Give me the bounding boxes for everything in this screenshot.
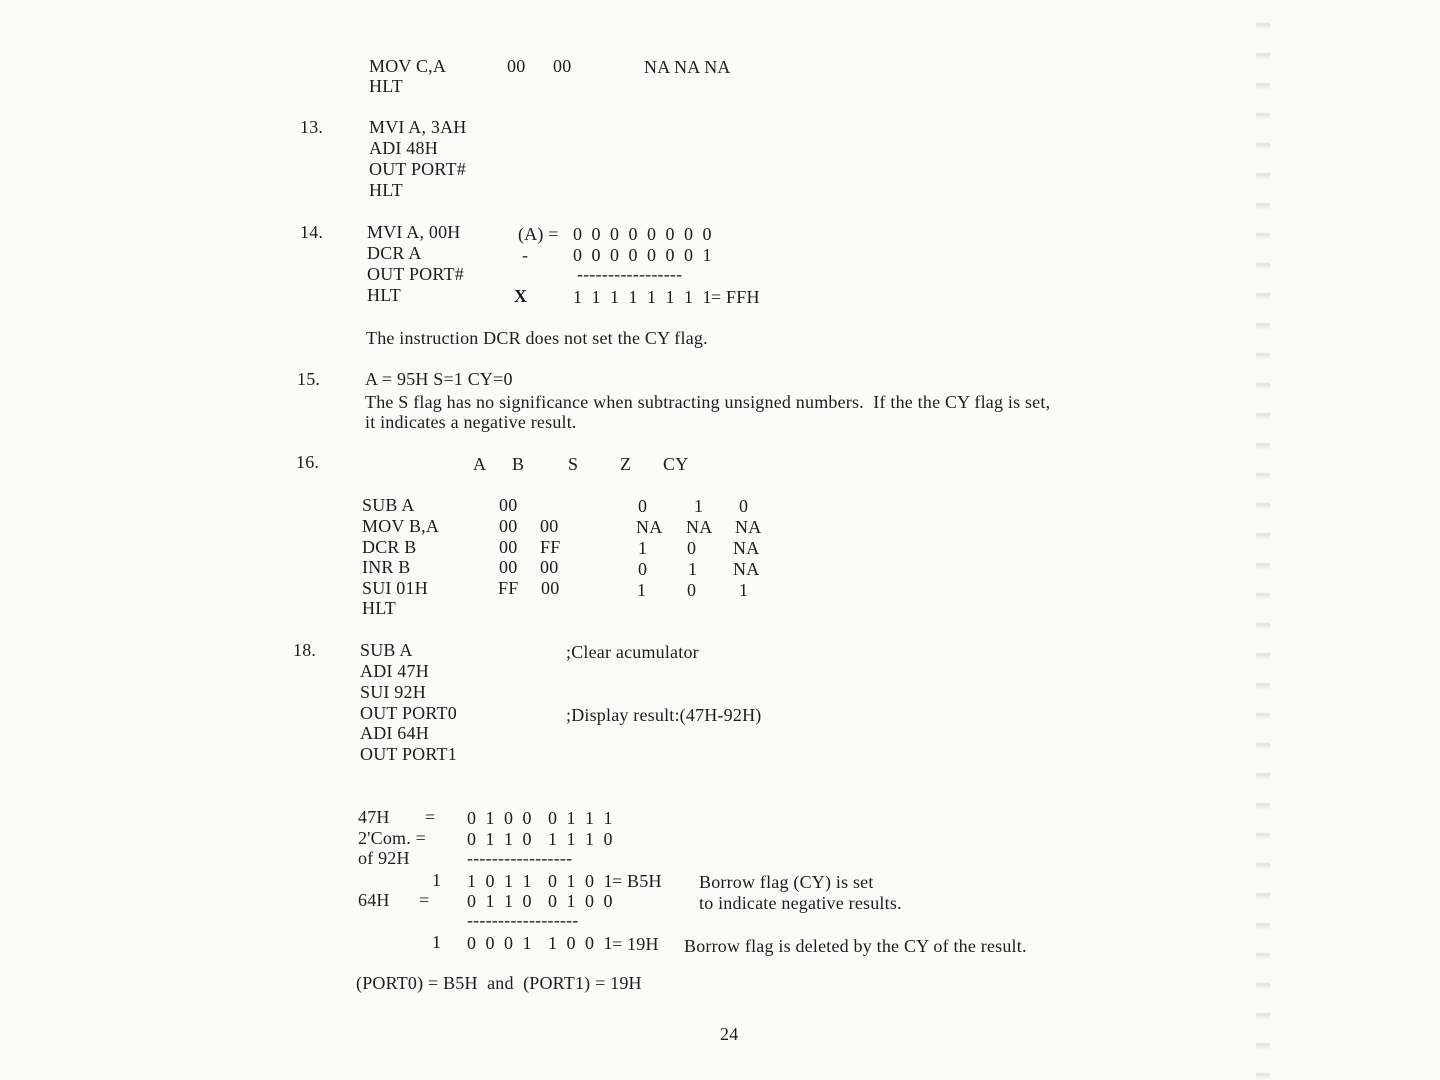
top-line1-a: 00 — [507, 56, 526, 76]
p14-line: DCR A — [367, 243, 422, 263]
p14-calc-result: = FFH — [711, 287, 760, 307]
p14-calc-rule: ----------------- — [577, 264, 683, 284]
p13-line: OUT PORT# — [369, 159, 466, 179]
table-cell-s: 0 — [638, 496, 648, 516]
p14-note: The instruction DCR does not set the CY flag. — [366, 328, 708, 348]
page-number: 24 — [720, 1024, 739, 1044]
calc-label: 47H — [358, 807, 390, 827]
table-row-instr: SUI 01H — [362, 578, 428, 598]
p18-line: ADI 47H — [360, 661, 429, 681]
table-row-instr: HLT — [362, 598, 396, 618]
p14-calc-label: (A) = — [518, 224, 559, 244]
table-cell-a: 00 — [499, 557, 518, 577]
table-cell-a: 00 — [499, 537, 518, 557]
table-row-instr: INR B — [362, 557, 411, 577]
p14-line: MVI A, 00H — [367, 222, 461, 242]
calc-bits: 0 1 1 0 1 1 1 0 — [467, 829, 615, 849]
p14-calc-bits: 0 0 0 0 0 0 0 0 — [573, 224, 714, 244]
problem-15-number: 15. — [297, 369, 321, 389]
calc-label: of 92H — [358, 848, 410, 868]
calc-rule: ----------------- — [467, 848, 573, 868]
calc-carry: 1 — [432, 932, 442, 952]
p16-header-a: A — [473, 454, 487, 474]
top-line1-instr: MOV C,A — [369, 56, 447, 76]
calc-result: = B5H — [612, 871, 662, 891]
p16-header-cy: CY — [663, 454, 689, 474]
p18-line: SUB A — [360, 640, 413, 660]
table-row-instr: SUB A — [362, 495, 415, 515]
table-cell-cy: NA — [733, 559, 760, 579]
p14-line: OUT PORT# — [367, 264, 464, 284]
top-line2: HLT — [369, 76, 403, 96]
calc-note: to indicate negative results. — [699, 893, 902, 913]
table-cell-a: 00 — [499, 495, 518, 515]
calc-result: = 19H — [612, 934, 659, 954]
table-cell-s: 1 — [637, 580, 647, 600]
calc-label: 2'Com. = — [358, 828, 427, 848]
calc-eq: = — [419, 890, 430, 910]
p14-calc-bits: 1 1 1 1 1 1 1 1 — [573, 287, 714, 307]
p18-summary: (PORT0) = B5H and (PORT1) = 19H — [356, 973, 642, 993]
table-cell-z: 1 — [688, 559, 698, 579]
p16-header-z: Z — [620, 454, 632, 474]
p14-line: HLT — [367, 285, 401, 305]
calc-rule: ------------------ — [467, 910, 579, 930]
table-cell-s: NA — [636, 517, 663, 537]
calc-eq: = — [425, 807, 436, 827]
table-cell-z: 0 — [687, 580, 697, 600]
p13-line: ADI 48H — [369, 138, 438, 158]
p15-line1: A = 95H S=1 CY=0 — [365, 369, 513, 389]
p13-line: HLT — [369, 180, 403, 200]
table-cell-b: FF — [540, 537, 561, 557]
p18-line: OUT PORT0 — [360, 703, 457, 723]
table-cell-cy: NA — [733, 538, 760, 558]
scan-edge-noise — [1256, 0, 1270, 1080]
table-cell-a: FF — [498, 578, 519, 598]
problem-18-number: 18. — [293, 640, 317, 660]
table-cell-cy: 0 — [739, 496, 749, 516]
p14-calc-bits: 0 0 0 0 0 0 0 1 — [573, 245, 714, 265]
p18-line: ADI 64H — [360, 723, 429, 743]
calc-note: Borrow flag (CY) is set — [699, 872, 874, 892]
p18-line: SUI 92H — [360, 682, 426, 702]
calc-bits: 1 0 1 1 0 1 0 1 — [467, 871, 615, 891]
p14-calc-mark: X — [514, 286, 528, 306]
top-line1-flags: NA NA NA — [644, 57, 731, 77]
p16-header-b: B — [512, 454, 525, 474]
table-cell-s: 0 — [638, 559, 648, 579]
top-line1-b: 00 — [553, 56, 572, 76]
table-row-instr: DCR B — [362, 537, 417, 557]
p18-comment: ;Display result:(47H-92H) — [566, 705, 762, 725]
calc-label: 64H — [358, 890, 390, 910]
table-cell-b: 00 — [540, 516, 559, 536]
p13-line: MVI A, 3AH — [369, 117, 467, 137]
p18-line: OUT PORT1 — [360, 744, 457, 764]
calc-carry: 1 — [432, 870, 442, 890]
table-cell-z: NA — [686, 517, 713, 537]
p15-line3: it indicates a negative result. — [365, 412, 577, 432]
problem-16-number: 16. — [296, 452, 320, 472]
p14-calc-op: - — [522, 245, 529, 265]
calc-bits: 0 1 0 0 0 1 1 1 — [467, 808, 615, 828]
calc-note: Borrow flag is deleted by the CY of the result. — [684, 936, 1027, 956]
p18-comment: ;Clear acumulator — [566, 642, 699, 662]
p16-header-s: S — [568, 454, 579, 474]
calc-bits: 0 1 1 0 0 1 0 0 — [467, 891, 615, 911]
table-cell-z: 0 — [687, 538, 697, 558]
table-cell-b: 00 — [541, 578, 560, 598]
calc-bits: 0 0 0 1 1 0 0 1 — [467, 933, 615, 953]
table-cell-a: 00 — [499, 516, 518, 536]
problem-13-number: 13. — [300, 117, 324, 137]
table-cell-cy: 1 — [739, 580, 749, 600]
table-cell-cy: NA — [735, 517, 762, 537]
table-cell-z: 1 — [694, 496, 704, 516]
table-cell-b: 00 — [540, 557, 559, 577]
p15-line2: The S flag has no significance when subtracting unsigned numbers. If the the CY flag is set, — [365, 392, 1051, 412]
table-row-instr: MOV B,A — [362, 516, 440, 536]
problem-14-number: 14. — [300, 222, 324, 242]
table-cell-s: 1 — [638, 538, 648, 558]
